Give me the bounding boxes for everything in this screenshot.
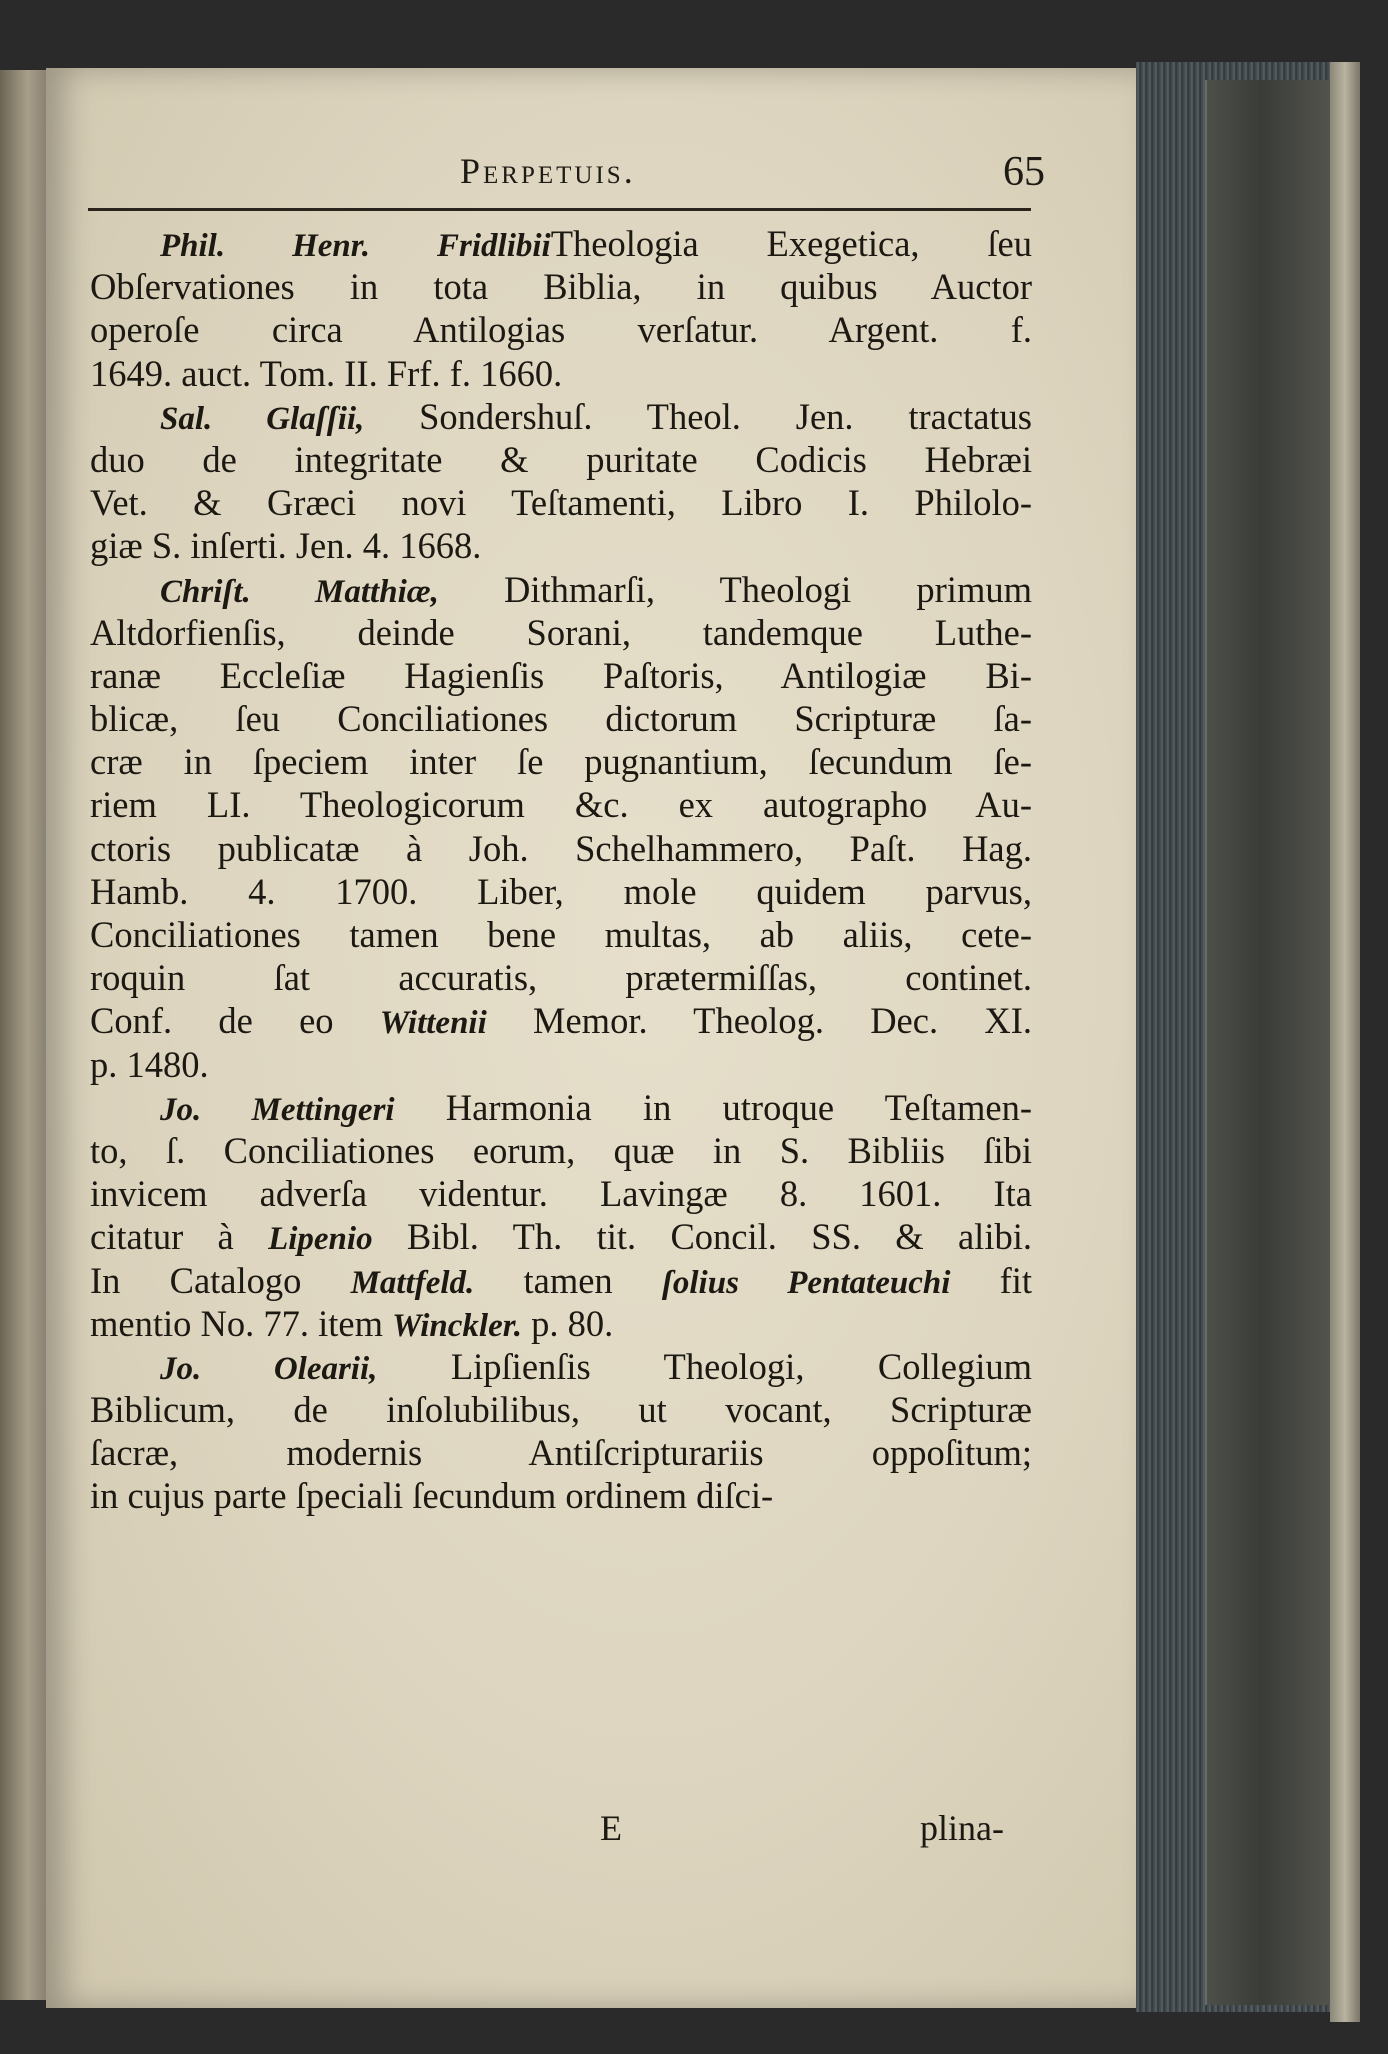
italic-name: Lipenio — [268, 1221, 373, 1258]
text-run: Conciliationes tamen bene multas, ab aliis, cete- — [90, 914, 1032, 955]
text-line — [90, 956, 1032, 999]
text-line — [90, 1043, 1032, 1086]
text-line — [90, 524, 1032, 567]
text-line — [90, 827, 1032, 870]
text-line — [90, 438, 1032, 481]
text-line — [90, 697, 1032, 740]
text-run: tamen — [474, 1259, 662, 1301]
text-run: to, ſ. Conciliationes eorum, quæ in S. Bibliis ſibi — [90, 1129, 1032, 1171]
text-line — [90, 611, 1032, 654]
italic-name: Jo. Olearii, — [160, 1350, 378, 1387]
text-line — [90, 1474, 1032, 1517]
text-line — [90, 395, 1032, 438]
text-run: Biblicum, de inſolubilibus, ut vocant, Scripturæ — [90, 1389, 1032, 1431]
text-line — [90, 481, 1032, 524]
italic-name: Winckler. — [392, 1307, 522, 1344]
text-run: Lipſienſis Theologi, Collegium — [377, 1345, 1032, 1387]
text-run: Theologia Exegetica, ſeu — [550, 223, 1032, 264]
header-rule — [88, 208, 1031, 211]
text-run: 1649. auct. Tom. II. Frf. f. 1660. — [90, 352, 563, 394]
text-line — [90, 1172, 1032, 1215]
page-block-shadow — [1205, 80, 1342, 2005]
italic-name: Jo. Mettingeri — [160, 1091, 395, 1128]
body-text — [90, 222, 1032, 1518]
text-run: ranæ Eccleſiæ Hagienſis Paſtoris, Antilogiæ Bi- — [90, 654, 1032, 696]
text-line — [90, 913, 1032, 956]
italic-name: Wittenii — [379, 1005, 487, 1042]
text-run: duo de integritate & puritate Codicis Hebræi — [90, 438, 1032, 480]
bibliography-entry — [90, 395, 1032, 568]
bibliography-entry — [90, 1086, 1032, 1345]
text-run: p. 80. — [521, 1302, 614, 1344]
italic-name: ſolius Pentateuchi — [661, 1264, 951, 1301]
page-number: 65 — [1003, 149, 1045, 195]
bibliography-entry — [90, 1345, 1032, 1518]
text-line — [90, 1431, 1032, 1474]
italic-name: Sal. Glaſſii, — [160, 400, 365, 437]
italic-name: Phil. Henr. Fridlibii — [160, 228, 551, 264]
text-line — [90, 740, 1032, 783]
text-line — [90, 222, 1032, 265]
text-line — [90, 265, 1032, 308]
text-run: p. 1480. — [90, 1043, 209, 1085]
text-run: In Catalogo — [90, 1259, 351, 1301]
text-run: cræ in ſpeciem inter ſe pugnantium, ſecundum ſe- — [90, 741, 1032, 783]
text-run: Bibl. Th. tit. Concil. SS. & alibi. — [372, 1216, 1032, 1258]
text-run: operoſe circa Antilogias verſatur. Argent. f. — [90, 309, 1032, 351]
text-line — [90, 870, 1032, 913]
text-run: Conf. de eo — [90, 1000, 380, 1042]
text-line — [90, 654, 1032, 697]
text-line — [90, 308, 1032, 351]
text-line — [90, 1259, 1032, 1302]
text-run: Vet. & Græci novi Teſtamenti, Libro I. Philolo- — [90, 482, 1032, 524]
text-run: Sondershuſ. Theol. Jen. tractatus — [364, 395, 1032, 437]
text-line — [90, 1086, 1032, 1129]
text-line — [90, 1215, 1032, 1258]
italic-name: Mattfeld. — [350, 1264, 475, 1301]
text-line — [90, 1388, 1032, 1431]
text-line — [90, 1345, 1032, 1388]
text-line — [90, 783, 1032, 826]
bibliography-entry — [90, 568, 1032, 1086]
text-line — [90, 568, 1032, 611]
facing-page-edge — [0, 70, 46, 2000]
text-line — [90, 1302, 1032, 1345]
text-run: citatur à — [90, 1216, 269, 1258]
text-run: Harmonia in utroque Teſtamen- — [394, 1086, 1032, 1128]
running-head: Perpetuis. — [460, 151, 636, 191]
text-run: invicem adverſa videntur. Lavingæ 8. 1601. Ita — [90, 1173, 1032, 1215]
catchword: plina- — [920, 1808, 1004, 1848]
cover-edge — [1330, 62, 1360, 2022]
text-run: ctoris publicatæ à Joh. Schelhammero, Paſt. Hag. — [90, 827, 1032, 869]
text-line — [90, 999, 1032, 1042]
text-run: Altdorfienſis, deinde Sorani, tandemque Luthe- — [90, 611, 1032, 653]
text-run: blicæ, ſeu Conciliationes dictorum Scripturæ ſa- — [90, 698, 1032, 740]
text-run: mentio No. 77. item — [90, 1302, 393, 1344]
bibliography-entry — [90, 222, 1032, 395]
text-run: Memor. Theolog. Dec. XI. — [486, 1000, 1032, 1042]
italic-name: Chriſt. Matthiæ, — [160, 573, 439, 610]
text-run: ſacræ, modernis Antiſcripturariis oppoſitum; — [90, 1432, 1032, 1474]
text-run: riem LI. Theologicorum &c. ex autographo Au- — [90, 784, 1032, 826]
text-run: roquin ſat accuratis, prætermiſſas, continet. — [90, 957, 1032, 999]
signature-mark: E — [600, 1808, 622, 1848]
text-run: in cujus parte ſpeciali ſecundum ordinem diſci- — [90, 1475, 774, 1517]
text-run: Dithmarſi, Theologi primum — [438, 568, 1032, 610]
text-run: Obſervationes in tota Biblia, in quibus Auctor — [90, 266, 1032, 308]
text-run: Hamb. 4. 1700. Liber, mole quidem parvus, — [90, 870, 1032, 912]
text-run: giæ S. inſerti. Jen. 4. 1668. — [90, 525, 482, 567]
text-line — [90, 352, 1032, 395]
text-line — [90, 1129, 1032, 1172]
text-run: fit — [950, 1259, 1033, 1301]
